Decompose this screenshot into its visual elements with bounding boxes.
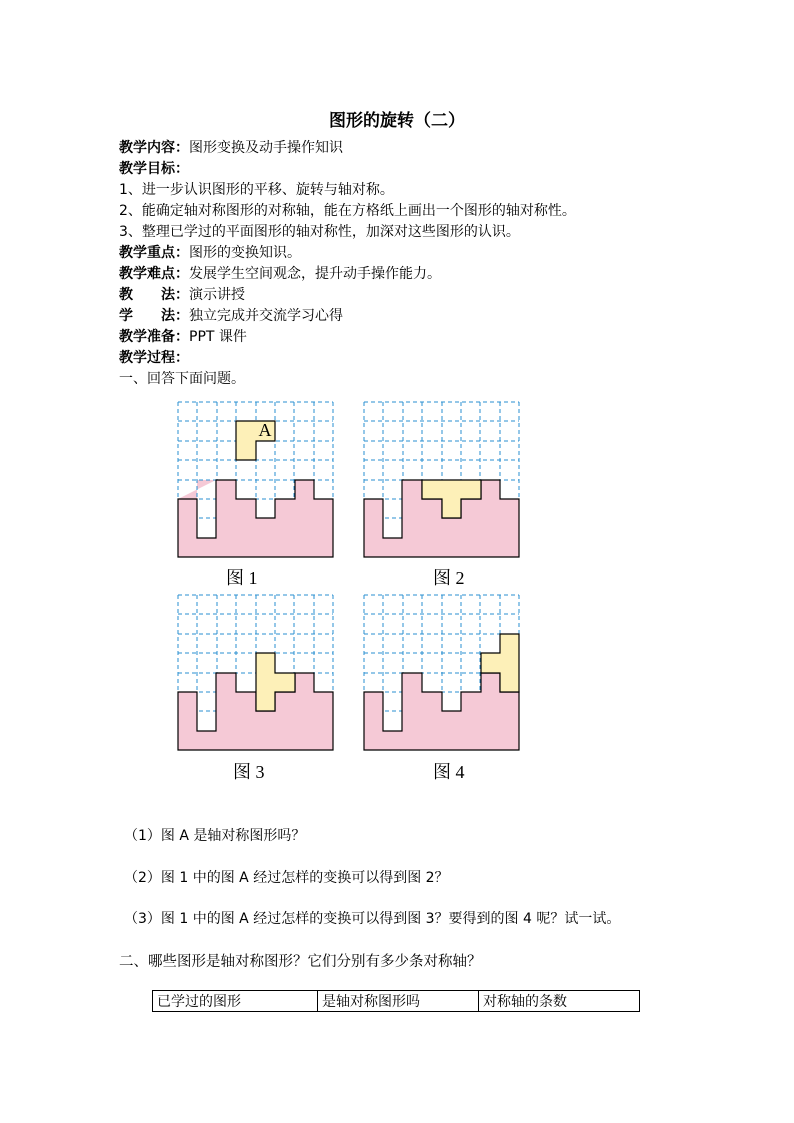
info-line: 教学过程：: [119, 350, 189, 366]
table-header-cell: 已学过的图形: [153, 991, 318, 1012]
info-line: 教学难点：发展学生空间观念，提升动手操作能力。: [119, 266, 441, 282]
symmetry-table: [152, 990, 640, 1012]
info-line: 2、能确定轴对称图形的对称轴，能在方格纸上画出一个图形的轴对称性。: [119, 203, 576, 219]
page-title: 图形的旋转（二）: [329, 111, 465, 131]
table-header-row: [153, 991, 640, 1012]
info-line: 教学目标：: [119, 161, 189, 177]
grid-figure-4: [363, 594, 521, 752]
grid-figure-1: [177, 401, 335, 559]
figure-label-4: 图 4: [433, 762, 465, 782]
figure-label-3: 图 3: [233, 762, 265, 782]
question-1: （1）图 A 是轴对称图形吗？: [124, 828, 306, 844]
info-line: 1、进一步认识图形的平移、旋转与轴对称。: [119, 182, 394, 198]
table-header-cell: 是轴对称图形吗: [318, 991, 479, 1012]
info-line: 3、整理已学过的平面图形的轴对称性，加深对这些图形的认识。: [119, 224, 520, 240]
grid-figure-2: [363, 401, 521, 559]
lesson-info: [119, 138, 719, 390]
table-header-cell: 对称轴的条数: [479, 991, 640, 1012]
info-line: 教学准备：PPT 课件: [119, 329, 247, 345]
section-two-heading: 二、哪些图形是轴对称图形？它们分别有多少条对称轴？: [119, 954, 482, 970]
info-line: 学 法：独立完成并交流学习心得: [119, 308, 343, 324]
question-3: （3）图 1 中的图 A 经过怎样的变换可以得到图 3？要得到的图 4 呢？试一试。: [124, 911, 621, 927]
info-line: 教 法：演示讲授: [119, 287, 245, 303]
grid-figure-3: [177, 594, 335, 752]
info-line: 教学重点：图形的变换知识。: [119, 245, 301, 261]
info-line: 一、回答下面问题。: [119, 371, 245, 387]
info-line: 教学内容：图形变换及动手操作知识: [119, 140, 343, 156]
shape-a-letter: A: [258, 420, 272, 440]
figure-label-1: 图 1: [226, 568, 258, 588]
figure-label-2: 图 2: [433, 568, 465, 588]
question-2: （2）图 1 中的图 A 经过怎样的变换可以得到图 2？: [124, 870, 449, 886]
